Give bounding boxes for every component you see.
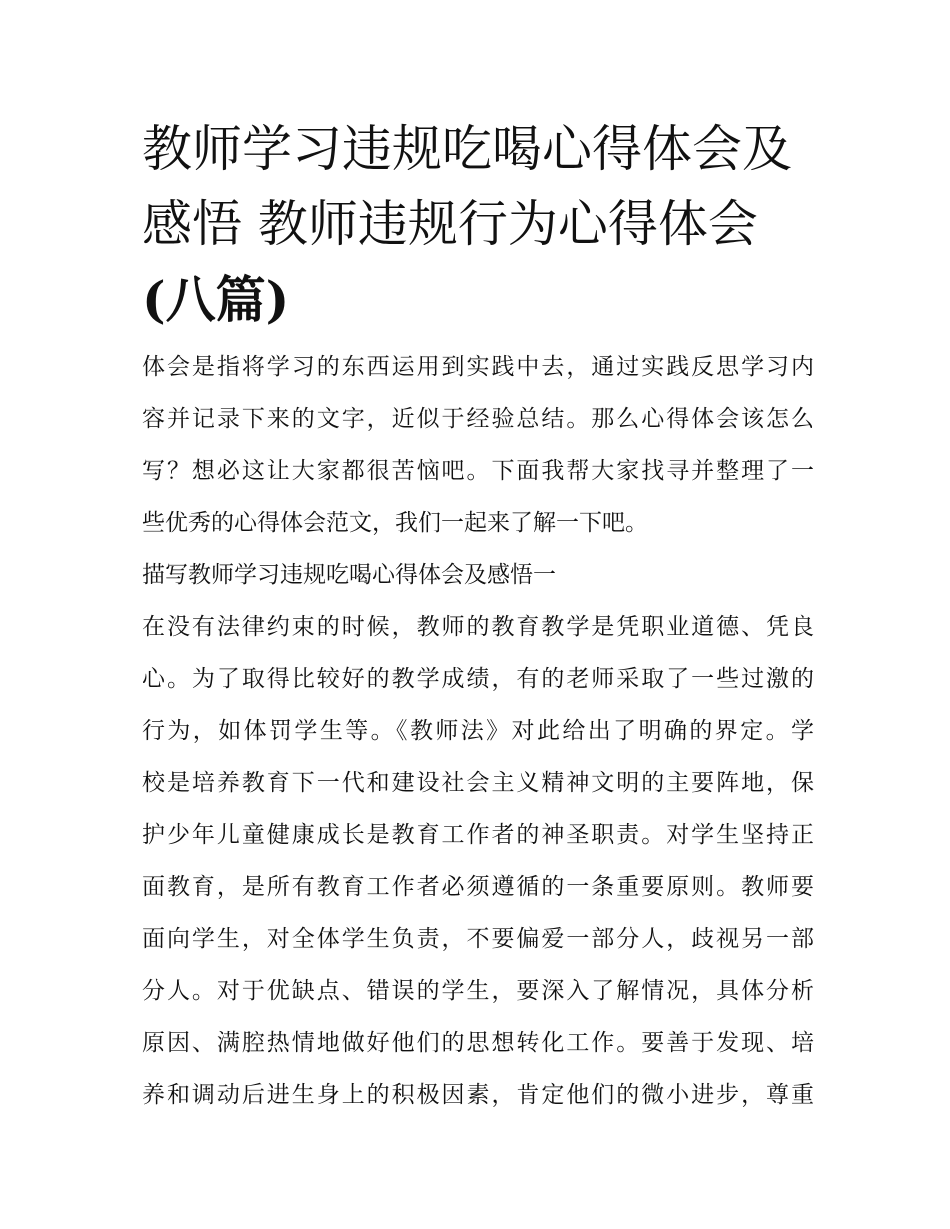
body-line-7: 面向学生，对全体学生负责，不要偏爱一部分人，歧视另一部 <box>142 926 814 952</box>
body-line-6: 面教育，是所有教育工作者必须遵循的一条重要原则。教师要 <box>142 874 814 900</box>
intro-line-2: 容并记录下来的文字，近似于经验总结。那么心得体会该怎么 <box>142 406 814 432</box>
body-line-9: 原因、满腔热情地做好他们的思想转化工作。要善于发现、培 <box>142 1030 814 1056</box>
intro-line-1: 体会是指将学习的东西运用到实践中去，通过实践反思学习内 <box>142 354 814 380</box>
document-page <box>142 112 814 1121</box>
body-line-4: 校是培养教育下一代和建设社会主义精神文明的主要阵地，保 <box>142 770 814 796</box>
body-line-10: 养和调动后进生身上的积极因素，肯定他们的微小进步，尊重 <box>142 1082 814 1108</box>
body-line-2: 心。为了取得比较好的教学成绩，有的老师采取了一些过激的 <box>142 666 814 692</box>
body-paragraph <box>142 601 814 1121</box>
document-title <box>142 112 814 337</box>
section-heading: 描写教师学习违规吃喝心得体会及感悟一 <box>142 562 556 588</box>
body-line-5: 护少年儿童健康成长是教育工作者的神圣职责。对学生坚持正 <box>142 822 814 848</box>
intro-line-3: 写？想必这让大家都很苦恼吧。下面我帮大家找寻并整理了一 <box>142 458 814 484</box>
intro-paragraph <box>142 341 814 549</box>
body-line-1: 在没有法律约束的时候，教师的教育教学是凭职业道德、凭良 <box>142 614 814 640</box>
title-line-3: (八篇) <box>142 270 290 329</box>
title-line-1: 教师学习违规吃喝心得体会及 <box>142 120 792 178</box>
intro-line-4: 些优秀的心得体会范文，我们一起来了解一下吧。 <box>142 510 648 536</box>
title-line-2: 感悟 教师违规行为心得体会 <box>142 195 758 253</box>
body-line-8: 分人。对于优缺点、错误的学生，要深入了解情况，具体分析 <box>142 978 814 1004</box>
body-line-3: 行为，如体罚学生等。《教师法》对此给出了明确的界定。学 <box>142 718 814 744</box>
